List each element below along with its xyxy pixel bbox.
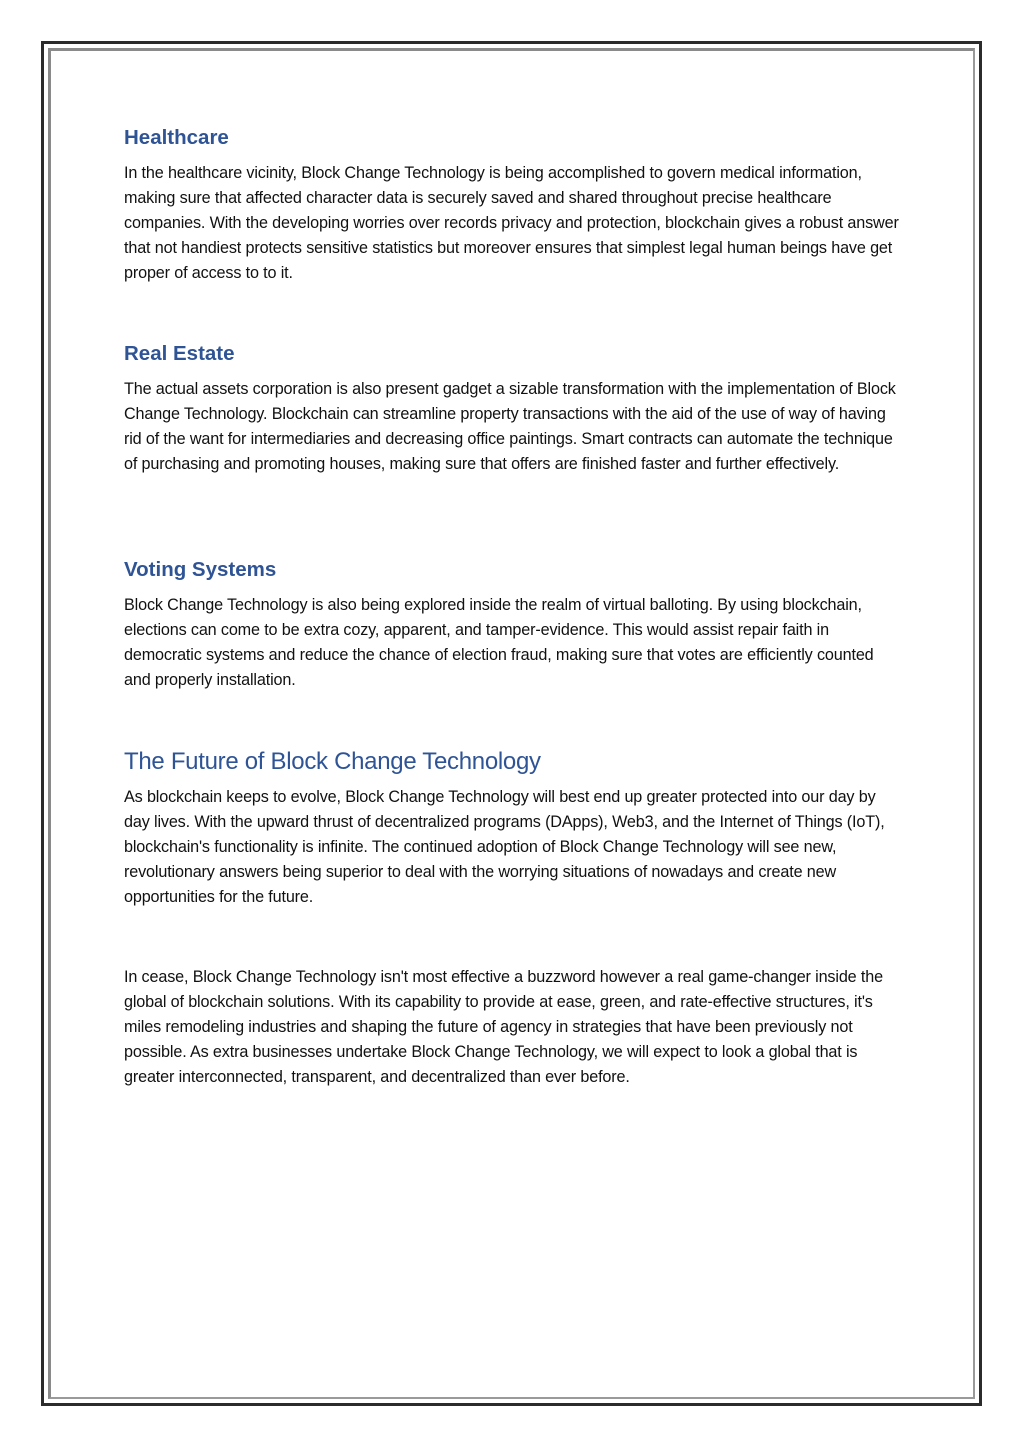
section-healthcare [124,124,904,286]
section-conclusion [124,965,904,1090]
real-estate-paragraph: The actual assets corporation is also present gadget a sizable transformation with the implementation of Block Change Technology. Blockchain can streamline property transactions with the aid of the use of way of having rid of the want for intermediaries and decreasing office paintings. Smart contracts can automate the technique of purchasing and promoting houses, making sure that offers are finished faster and further effectively. [124,380,896,473]
future-heading: The Future of Block Change Technology [124,748,541,775]
real-estate-heading: Real Estate [124,342,235,365]
healthcare-paragraph: In the healthcare vicinity, Block Change Technology is being accomplished to govern medical information, making sure that affected character data is securely saved and shared throughout precise healthcare companies. With the developing worries over records privacy and protection, blockchain gives a robust answer that not handiest protects sensitive statistics but moreover ensures that simplest legal human beings have get proper of access to to it. [124,164,899,282]
healthcare-heading: Healthcare [124,126,229,149]
future-paragraph: As blockchain keeps to evolve, Block Change Technology will best end up greater protected into our day by day lives. With the upward thrust of decentralized programs (DApps), Web3, and the Internet of Things (IoT), blockchain's functionality is infinite. The continued adoption of Block Change Technology will see new, revolutionary answers being superior to deal with the worrying situations of nowadays and create new opportunities for the future. [124,788,885,906]
voting-systems-heading: Voting Systems [124,558,277,581]
voting-systems-paragraph: Block Change Technology is also being explored inside the realm of virtual balloting. By using blockchain, elections can come to be extra cozy, apparent, and tamper-evidence. This would assist repair faith in democratic systems and reduce the chance of election fraud, making sure that votes are efficiently counted and properly installation. [124,596,874,689]
conclusion-paragraph: In cease, Block Change Technology isn't most effective a buzzword however a real game-changer inside the global of blockchain solutions. With its capability to provide at ease, green, and rate-effective structures, it's miles remodeling industries and shaping the future of agency in strategies that have been previously not possible. As extra businesses undertake Block Change Technology, we will expect to look a global that is greater interconnected, transparent, and decentralized than ever before. [124,968,883,1086]
section-voting-systems [124,556,904,693]
section-real-estate [124,340,904,477]
section-future [124,746,904,910]
